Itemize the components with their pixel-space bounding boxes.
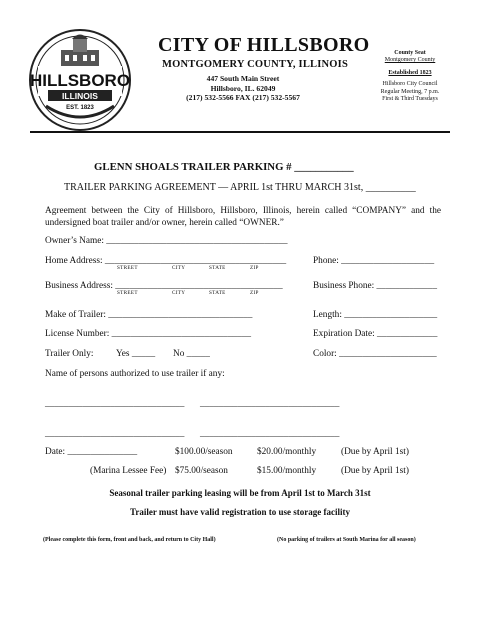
make-of-trailer-field[interactable]: Make of Trailer: _______________________________ <box>45 310 253 320</box>
authorized-person-4[interactable]: ______________________________ <box>200 429 340 439</box>
trailer-only-yes[interactable]: Yes _____ <box>116 349 156 359</box>
city-seal-logo <box>28 28 132 132</box>
city-hall-address: 447 South Main Street Hillsboro, IL. 62049 (217) 532-5566 FAX (217) 532-5567 <box>186 74 300 103</box>
owner-name-field[interactable]: Owner’s Name: _______________________________________ <box>45 236 288 246</box>
home-street-label: STREET <box>117 265 138 271</box>
home-zip-label: ZIP <box>250 265 259 271</box>
business-zip-label: ZIP <box>250 290 259 296</box>
registration-notice: Trailer must have valid registration to use storage facility <box>130 507 350 517</box>
business-state-label: STATE <box>209 290 226 296</box>
monthly-price: $20.00/monthly <box>257 447 317 457</box>
season-price: $100.00/season <box>175 447 233 457</box>
svg-text:ILLINOIS: ILLINOIS <box>62 91 98 101</box>
date-field[interactable]: Date: _______________ <box>45 447 138 457</box>
authorized-persons-label: Name of persons authorized to use trailer if any: <box>45 369 225 379</box>
trailer-only-label: Trailer Only: <box>45 349 94 359</box>
intro-paragraph: Agreement between the City of Hillsboro, Hillsboro, Illinois, herein called “COMPANY” and the undersigned boat trailer and/or owner, herein called “OWNER.” <box>45 206 441 228</box>
svg-text:HILLSBORO: HILLSBORO <box>29 71 131 90</box>
footer-instructions: (Please complete this form, front and back, and return to City Hall) <box>43 537 216 543</box>
city-name: CITY OF HILLSBORO <box>158 34 370 56</box>
svg-text:EST. 1823: EST. 1823 <box>66 105 94 111</box>
header-rule <box>30 131 450 133</box>
marina-lessee-label: (Marina Lessee Fee) <box>90 466 167 476</box>
home-state-label: STATE <box>209 265 226 271</box>
form-title: GLENN SHOALS TRAILER PARKING # ___________ <box>94 161 354 173</box>
county-name: MONTGOMERY COUNTY, ILLINOIS <box>162 59 348 70</box>
due-note-2: (Due by April 1st) <box>341 466 409 476</box>
season-notice: Seasonal trailer parking leasing will be from April 1st to March 31st <box>109 488 371 498</box>
length-field[interactable]: Length: ____________________ <box>313 310 438 320</box>
due-note-1: (Due by April 1st) <box>341 447 409 457</box>
side-info: County Seat Montgomery County Established 1823 Hillsboro City Council Regular Meeting, 7 p.m. First & Third Tuesdays <box>380 50 440 103</box>
trailer-only-no[interactable]: No _____ <box>173 349 210 359</box>
agreement-line: TRAILER PARKING AGREEMENT — APRIL 1st THRU MARCH 31st, __________ <box>64 182 416 193</box>
home-city-label: CITY <box>172 265 186 271</box>
business-phone-field[interactable]: Business Phone: _____________ <box>313 281 437 291</box>
authorized-person-2[interactable]: ______________________________ <box>200 399 340 409</box>
phone-field[interactable]: Phone: ____________________ <box>313 256 435 266</box>
license-number-field[interactable]: License Number: ______________________________ <box>45 329 252 339</box>
home-address-field[interactable]: Home Address: _______________________________________ <box>45 256 287 266</box>
authorized-person-1[interactable]: ______________________________ <box>45 399 185 409</box>
authorized-person-3[interactable]: ______________________________ <box>45 429 185 439</box>
business-city-label: CITY <box>172 290 186 296</box>
marina-season-price: $75.00/season <box>175 466 228 476</box>
business-street-label: STREET <box>117 290 138 296</box>
expiration-date-field[interactable]: Expiration Date: _____________ <box>313 329 438 339</box>
business-address-field[interactable]: Business Address: ____________________________________ <box>45 281 283 291</box>
color-field[interactable]: Color: _____________________ <box>313 349 437 359</box>
marina-monthly-price: $15.00/monthly <box>257 466 317 476</box>
footer-marina-note: (No parking of trailers at South Marina for all season) <box>277 537 416 543</box>
